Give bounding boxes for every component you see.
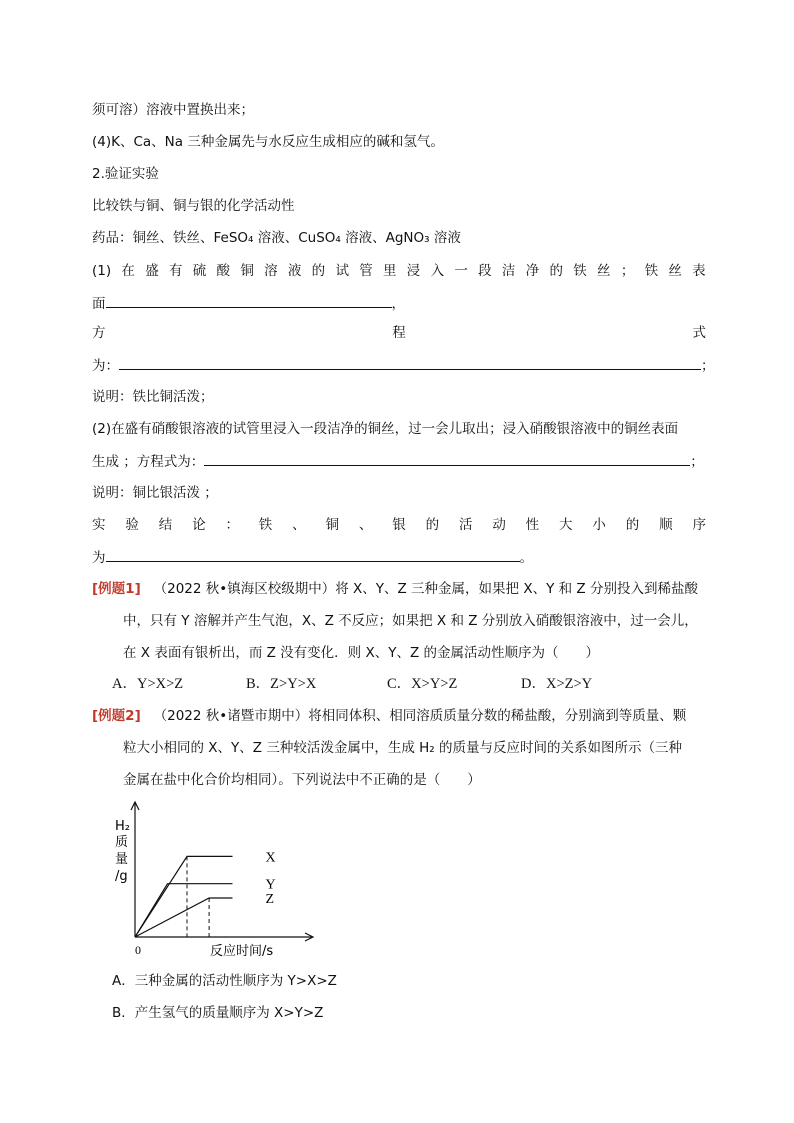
conclusion-char: 、 xyxy=(358,517,373,533)
conclusion-after: 。 xyxy=(519,550,533,566)
conclusion-char: 小 xyxy=(592,517,606,533)
series-label-x: X xyxy=(265,850,276,866)
step1-char: 入 xyxy=(430,263,445,279)
step1-char: 表 xyxy=(692,263,706,279)
example1-option-d[interactable]: D．X>Z>Y xyxy=(521,676,593,692)
conclusion-char: 实 xyxy=(92,517,106,533)
step1-char: 丝 xyxy=(668,263,682,279)
step1-surface-after: ， xyxy=(391,296,405,312)
section-subtitle: 比较铁与铜、铜与银的化学活动性 xyxy=(92,198,295,214)
example2-option-a[interactable]: A．三种金属的活动性顺序为 Y>X>Z xyxy=(112,973,337,989)
conclusion-char: 、 xyxy=(292,517,306,533)
step1-char: 试 xyxy=(335,263,349,279)
step1-char: 盛 xyxy=(145,263,159,279)
conclusion-char: 银 xyxy=(392,517,406,533)
step1-line xyxy=(92,261,706,281)
step1-char: 丝 xyxy=(597,263,611,279)
reagents-line xyxy=(92,228,461,248)
step1-char: 一 xyxy=(454,263,468,279)
conclusion-char: 大 xyxy=(559,517,573,533)
example2-tag: [例题2] xyxy=(92,708,141,724)
step1-char: 铁 xyxy=(573,263,587,279)
step2-generate: 生成 ；方程式为： xyxy=(92,454,205,470)
example2-line-2: 粒大小相同的 X、Y、Z 三种较活泼金属中，生成 H₂ 的质量与反应时间的关系如图所示（三种 xyxy=(123,740,682,756)
example1-line-2: 中，只有 Y 溶解并产生气泡，X、Z 不反应；如果把 X 和 Z 分别放入硝酸银溶液中，过一会儿， xyxy=(123,613,698,629)
step1-char: 的 xyxy=(549,263,563,279)
step1-char: 在 xyxy=(121,263,135,279)
example2-source: （2022 秋•诸暨市期中）将相同体积、相同溶质质量分数的稀盐酸，分别滴到等质量、颗 xyxy=(153,708,687,724)
conclusion-char: 铜 xyxy=(325,517,340,533)
series-line-x xyxy=(135,856,233,937)
conclusion-char: 结 xyxy=(158,517,173,533)
series-line-z xyxy=(135,898,233,937)
reagents-list: 铜丝、铁丝、FeSO₄ 溶液、CuSO₄ 溶液、AgNO₃ 溶液 xyxy=(132,230,461,246)
step1-surface-line xyxy=(92,293,405,314)
conclusion-char: 的 xyxy=(625,517,640,533)
equation-label-char: 式 xyxy=(692,325,706,341)
example1-source: （2022 秋•镇海区校级期中）将 X、Y、Z 三种金属，如果把 X、Y 和 Z 分别投入到稀盐酸 xyxy=(153,581,698,597)
step1-char: ； xyxy=(620,263,635,279)
surface-blank[interactable] xyxy=(106,293,392,308)
conclusion-char: 顺 xyxy=(659,517,673,533)
step1-char: (1) xyxy=(92,263,112,279)
equation-prefix: 为： xyxy=(92,358,119,374)
example1-line-3: 在 X 表面有银析出，而 Z 没有变化．则 X、Y、Z 的金属活动性顺序为（ ） xyxy=(123,645,599,661)
step1-char: 洁 xyxy=(501,263,516,279)
step1-char: 段 xyxy=(478,263,492,279)
step1-char: 净 xyxy=(525,263,540,279)
conclusion-char: 序 xyxy=(692,517,706,533)
step2-after: ； xyxy=(690,454,704,470)
step1-char: 液 xyxy=(287,263,302,279)
section-heading: 2.验证实验 xyxy=(92,166,159,182)
conclusion-prefix: 为 xyxy=(92,550,106,566)
step1-surface-char: 面 xyxy=(92,296,106,312)
conclusion-char: 活 xyxy=(458,517,473,533)
step1-char: 硫 xyxy=(192,263,207,279)
example1-option-b[interactable]: B．Z>Y>X xyxy=(246,676,317,692)
step2-generate-line xyxy=(92,451,704,472)
reagents-label: 药品： xyxy=(92,230,133,246)
conclusion-char: 铁 xyxy=(258,517,273,533)
conclusion-char: ： xyxy=(225,517,239,533)
example1-tag: [例题1] xyxy=(92,581,141,597)
equation-after: ； xyxy=(701,358,715,374)
y-axis-label-part: 质 xyxy=(115,835,129,850)
step2-text: (2)在盛有硝酸银溶液的试管里浸入一段洁净的铜丝，过一会儿取出；浸入硝酸银溶液中的铜丝表面 xyxy=(92,421,679,437)
example2-first-line xyxy=(92,706,686,726)
step1-char: 有 xyxy=(168,263,183,279)
step1-char: 管 xyxy=(359,263,373,279)
y-axis-label-part: 量 xyxy=(115,852,129,867)
conclusion-line xyxy=(92,515,706,535)
intro-line-2: (4)K、Ca、Na 三种金属先与水反应生成相应的碱和氢气。 xyxy=(92,134,444,150)
example1-first-line xyxy=(92,579,698,599)
conclusion-char: 动 xyxy=(492,517,506,533)
equation-line xyxy=(92,355,715,376)
series-label-y: Y xyxy=(265,877,276,893)
step1-char: 的 xyxy=(311,263,326,279)
conclusion-answer-line xyxy=(92,547,533,568)
y-axis-label-part: /g xyxy=(115,869,128,884)
step1-char: 里 xyxy=(383,263,397,279)
equation-label-line xyxy=(92,323,706,343)
step1-char: 溶 xyxy=(264,263,278,279)
step1-note: 说明：铁比铜活泼； xyxy=(92,389,214,405)
equation-blank-2[interactable] xyxy=(204,451,690,466)
step1-char: 浸 xyxy=(406,263,421,279)
x-axis-label: 反应时间/s xyxy=(210,944,274,959)
step1-char: 酸 xyxy=(216,263,231,279)
equation-label-char: 方 xyxy=(92,325,106,341)
conclusion-char: 验 xyxy=(125,517,139,533)
conclusion-char: 的 xyxy=(425,517,440,533)
equation-label-char: 程 xyxy=(392,325,406,341)
step1-char: 铜 xyxy=(240,263,254,279)
example1-option-a[interactable]: A．Y>X>Z xyxy=(112,676,184,692)
conclusion-blank[interactable] xyxy=(106,547,520,562)
series-label-z: Z xyxy=(265,892,275,907)
origin-label: 0 xyxy=(135,943,141,957)
y-axis-label-part: H₂ xyxy=(115,819,130,834)
equation-blank-1[interactable] xyxy=(119,355,701,370)
step2-note: 说明：铜比银活泼 ； xyxy=(92,485,218,501)
example2-line-3: 金属在盐中化合价均相同）。下列说法中不正确的是（ ） xyxy=(123,772,481,788)
conclusion-char: 性 xyxy=(525,517,540,533)
conclusion-char: 论 xyxy=(192,517,206,533)
example2-option-b[interactable]: B．产生氢气的质量顺序为 X>Y>Z xyxy=(112,1005,324,1021)
h2-mass-chart xyxy=(100,800,320,965)
step1-char: 铁 xyxy=(644,263,659,279)
example1-option-c[interactable]: C．X>Y>Z xyxy=(387,676,458,692)
intro-line-1: 须可溶）溶液中置换出来； xyxy=(92,102,254,118)
